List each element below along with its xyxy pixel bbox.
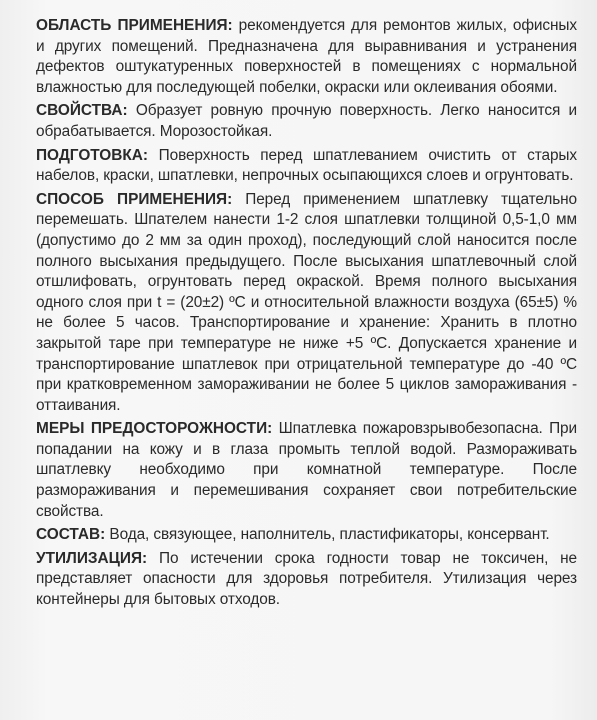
section-body: рекомендуется для ремонтов жилых, офисных и других помещений. Предназначена для выравнивания и устранения дефектов оштукатуренных поверхностей в помещениях с нормальной влажностью для последующей побелки, окраски или оклеивания обоями.	[36, 17, 577, 96]
section-disposal	[36, 549, 577, 611]
section-precautions	[36, 419, 577, 522]
section-heading: УТИЛИЗАЦИЯ:	[36, 549, 148, 567]
section-heading: СПОСОБ ПРИМЕНЕНИЯ:	[36, 190, 233, 208]
section-heading: СВОЙСТВА:	[36, 102, 128, 120]
section-body: Образует ровную прочную поверхность. Легко наносится и обрабатывается. Морозостойкая.	[36, 102, 577, 140]
section-heading: СОСТАВ:	[36, 526, 106, 544]
section-body: Шпатлевка пожаровзрывобезопасна. При попадании на кожу и в глаза промыть теплой водой. Размораживать шпатлевку необходимо при комнатной температуре. После размораживания и перемешивания сохраняет свои потребительские свойства.	[36, 420, 577, 520]
section-body: Вода, связующее, наполнитель, пластификаторы, консервант.	[105, 526, 550, 544]
section-properties	[36, 101, 577, 142]
section-composition	[36, 525, 577, 546]
section-body: Поверхность перед шпатлеванием очистить от старых набелов, краски, шпатлевки, непрочных осыпающихся слоев и огрунтовать.	[36, 146, 577, 185]
section-heading: ПОДГОТОВКА:	[36, 146, 149, 164]
section-usage-method	[36, 190, 577, 417]
section-heading: МЕРЫ ПРЕДОСТОРОЖНОСТИ:	[36, 420, 273, 438]
section-body: Перед применением шпатлевку тщательно перемешать. Шпателем нанести 1-2 слоя шпатлевки толщиной 0,5-1,0 мм (допустимо до 2 мм за один проход), последующий слой наносится после полного высыхания предыдущего. После высыхания шпатлевочный слой отшлифовать, огрунтовать перед окраской. Время полного высыхания одного слоя при t = (20±2) ºС и относительной влажности воздуха (65±5) % не более 5 часов. Транспортирование и хранение: Хранить в плотно закрытой таре при температуре не ниже +5 ºС. Допускается хранение и транспортирование шпатлевок при отрицательной температуре до -40 ºС при кратковременном замораживании не более 5 циклов замораживания - оттаивания.	[36, 190, 577, 414]
section-heading: ОБЛАСТЬ ПРИМЕНЕНИЯ:	[36, 17, 233, 34]
section-preparation	[36, 146, 577, 187]
section-application-area	[36, 16, 577, 98]
section-body: По истечении срока годности товар не токсичен, не представляет опасности для здоровья потребителя. Утилизация через контейнеры для бытовых отходов.	[36, 549, 577, 609]
